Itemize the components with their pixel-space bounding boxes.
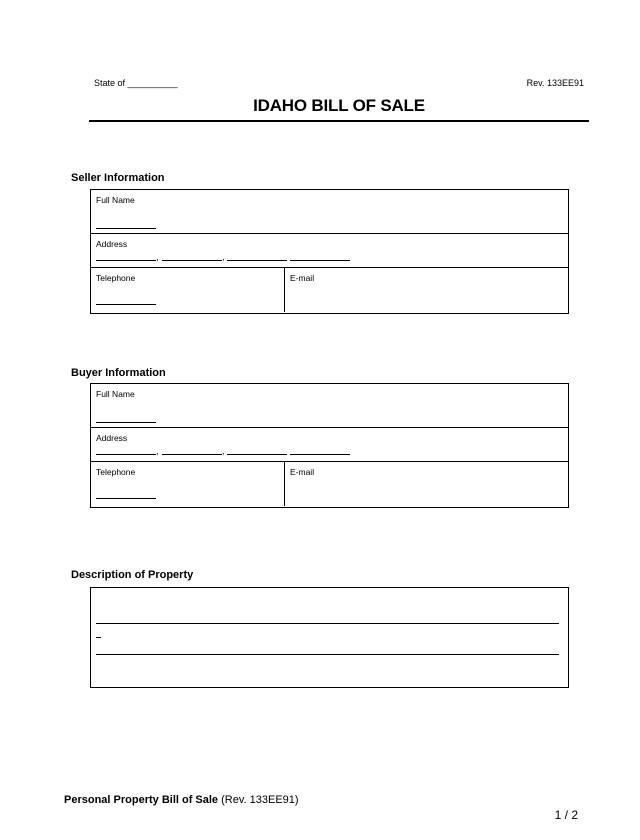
page-title: IDAHO BILL OF SALE bbox=[253, 96, 425, 115]
seller-city-field[interactable] bbox=[162, 260, 222, 261]
property-line-1[interactable] bbox=[96, 623, 559, 624]
buyer-heading: Buyer Information bbox=[71, 367, 166, 379]
property-heading: Description of Property bbox=[71, 569, 194, 581]
page-number: 1 / 2 bbox=[554, 808, 578, 822]
state-field[interactable]: State of __________ bbox=[94, 78, 178, 88]
buyer-state-field[interactable] bbox=[227, 454, 287, 455]
footer-form-name: Personal Property Bill of Sale bbox=[64, 794, 219, 806]
seller-street-field[interactable] bbox=[96, 260, 156, 261]
buyer-email-label: E-mail bbox=[290, 467, 315, 477]
buyer-full-name-label: Full Name bbox=[96, 389, 135, 399]
seller-full-name-label: Full Name bbox=[96, 195, 135, 205]
seller-info-box bbox=[90, 189, 569, 314]
revision-label: Rev. 133EE91 bbox=[526, 78, 584, 88]
property-line-stub bbox=[96, 637, 101, 638]
buyer-info-box bbox=[90, 383, 569, 508]
buyer-address-label: Address bbox=[96, 433, 128, 443]
buyer-street-field[interactable] bbox=[96, 454, 156, 455]
buyer-telephone-label: Telephone bbox=[96, 467, 136, 477]
buyer-full-name-field[interactable] bbox=[96, 422, 156, 423]
seller-telephone-field[interactable] bbox=[96, 304, 156, 305]
footer-revision: (Rev. 133EE91) bbox=[221, 794, 299, 806]
seller-email-label: E-mail bbox=[290, 273, 315, 283]
buyer-full-name-row bbox=[91, 384, 568, 428]
seller-full-name-row bbox=[91, 190, 568, 234]
buyer-address-row: Address , , bbox=[91, 428, 568, 462]
seller-email-cell[interactable] bbox=[284, 268, 568, 312]
buyer-contact-row bbox=[91, 462, 568, 506]
seller-telephone-label: Telephone bbox=[96, 273, 136, 283]
seller-zip-field[interactable] bbox=[290, 260, 350, 261]
buyer-telephone-field[interactable] bbox=[96, 498, 156, 499]
buyer-email-cell[interactable] bbox=[284, 462, 568, 506]
buyer-telephone-cell bbox=[91, 462, 284, 506]
seller-telephone-cell bbox=[91, 268, 284, 312]
seller-address-label: Address bbox=[96, 239, 128, 249]
title-divider bbox=[89, 120, 589, 122]
seller-state-field[interactable] bbox=[227, 260, 287, 261]
property-line-2[interactable] bbox=[96, 654, 559, 655]
seller-full-name-field[interactable] bbox=[96, 228, 156, 229]
seller-heading: Seller Information bbox=[71, 172, 165, 184]
footer bbox=[64, 794, 299, 806]
property-description-box[interactable] bbox=[90, 587, 569, 688]
buyer-city-field[interactable] bbox=[162, 454, 222, 455]
buyer-zip-field[interactable] bbox=[290, 454, 350, 455]
seller-contact-row bbox=[91, 268, 568, 312]
seller-address-row: Address , , bbox=[91, 234, 568, 268]
